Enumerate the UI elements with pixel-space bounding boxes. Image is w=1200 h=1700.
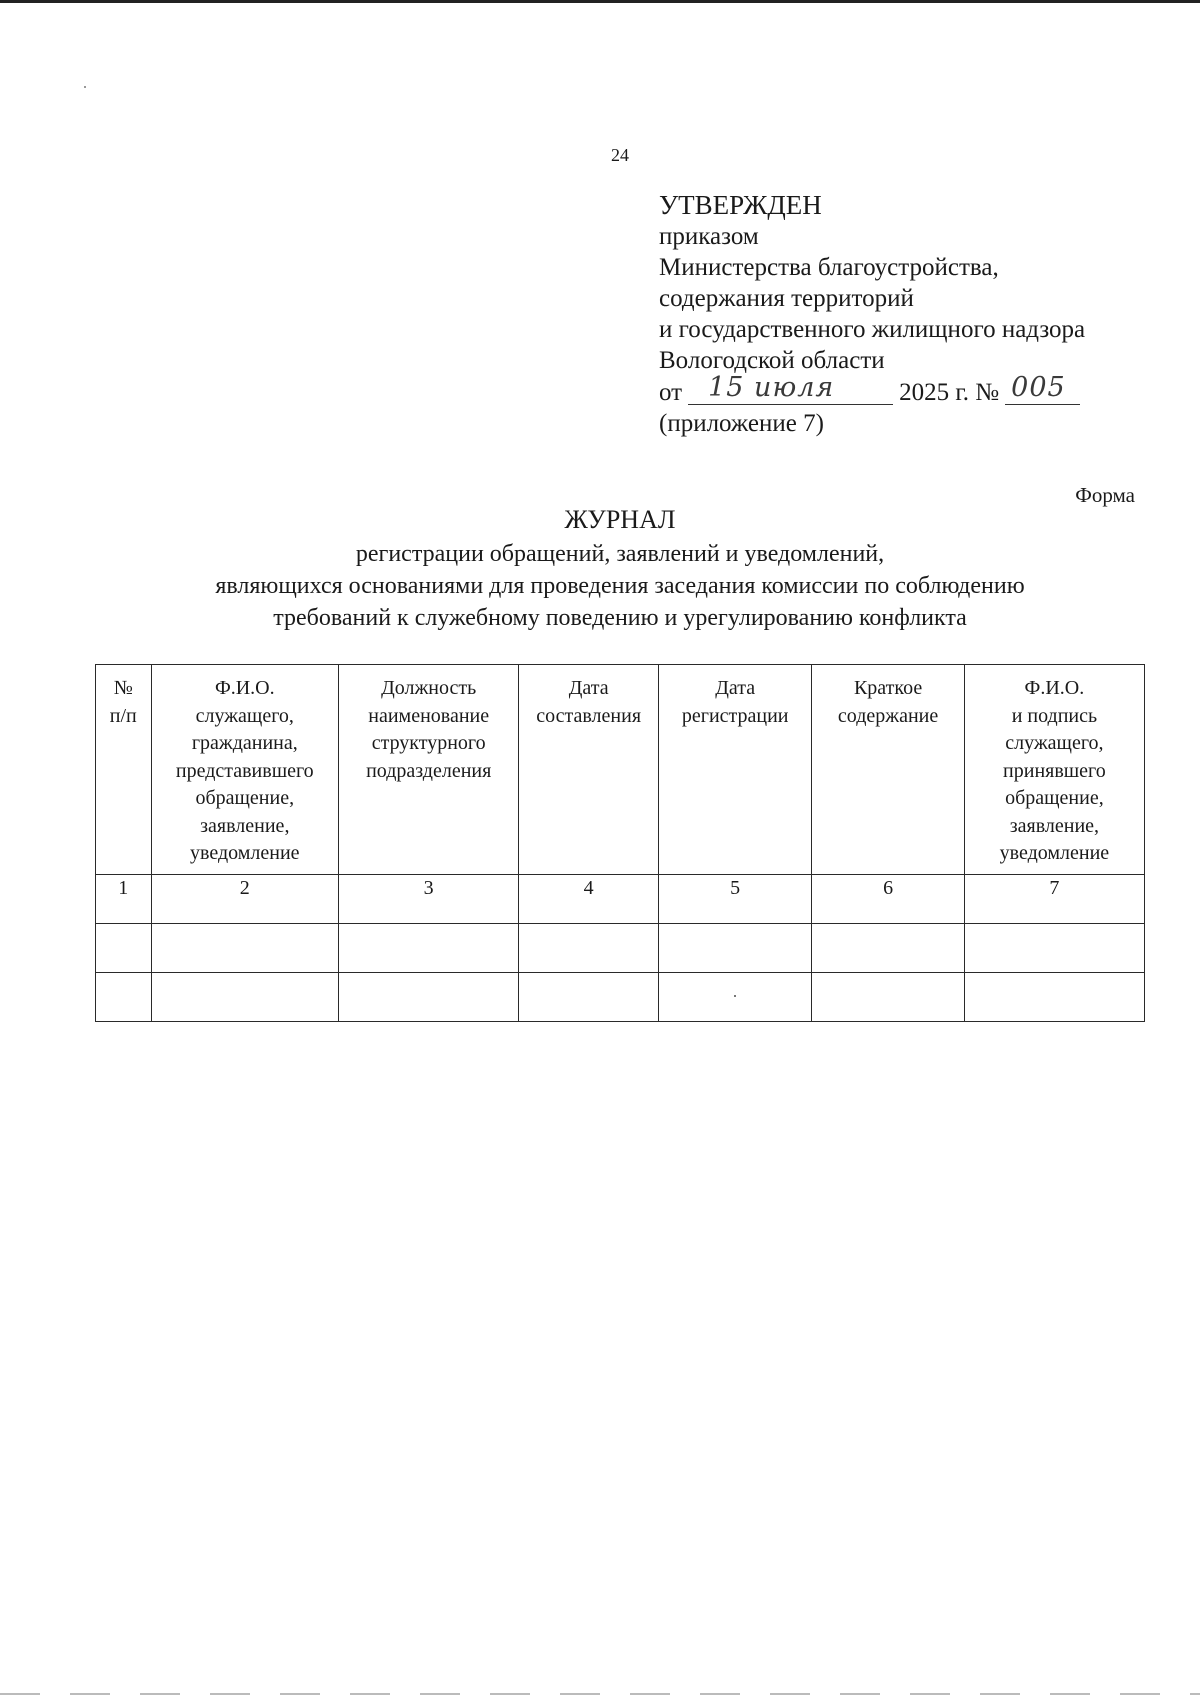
- empty-cell: [339, 924, 519, 973]
- approval-line: и государственного жилищного надзора: [659, 316, 1086, 343]
- column-number-cell: 7: [964, 875, 1144, 924]
- page-bottom-edge: [0, 1693, 1200, 1695]
- empty-cell: [151, 973, 338, 1022]
- empty-cell: [658, 973, 811, 1022]
- header-text-line: заявление,: [1009, 814, 1100, 837]
- header-text-line: подразделения: [366, 759, 492, 782]
- document-title: ЖУРНАЛ: [564, 505, 676, 534]
- header-text-line: принявшего: [1003, 759, 1106, 782]
- header-text-line: служащего,: [195, 704, 294, 727]
- form-label: Форма: [1075, 483, 1135, 507]
- scan-speck: [84, 86, 86, 88]
- document-subtitle-line: регистрации обращений, заявлений и уведомлений,: [355, 541, 885, 567]
- handwritten-date: 15 июля: [708, 372, 835, 403]
- header-text-line: Должность: [381, 677, 477, 699]
- header-text-line: уведомление: [999, 842, 1110, 864]
- header-text-line: наименование: [368, 704, 490, 727]
- header-cell-summary: [812, 665, 964, 875]
- date-blank: [688, 372, 893, 405]
- scan-speck: [734, 995, 736, 997]
- column-number-cell: 5: [658, 875, 811, 924]
- table-header-row: [96, 665, 1145, 875]
- approval-line: Вологодской области: [659, 347, 885, 374]
- approval-line: Министерства благоустройства,: [659, 254, 999, 281]
- column-number-cell: 1: [96, 875, 152, 924]
- date-prefix: от: [659, 379, 683, 406]
- header-cell-number: [96, 665, 152, 875]
- empty-cell: [96, 973, 152, 1022]
- approval-appendix: (приложение 7): [659, 410, 824, 437]
- empty-cell: [151, 924, 338, 973]
- page-number: 24: [611, 145, 629, 165]
- header-text-line: уведомление: [190, 842, 300, 864]
- header-cell-receiver: [964, 665, 1144, 875]
- empty-cell: [812, 924, 964, 973]
- empty-cell: [96, 924, 152, 973]
- number-blank: [1005, 372, 1080, 405]
- approval-block: [659, 190, 1086, 439]
- approval-line: приказом: [659, 223, 759, 250]
- column-number-cell: 4: [519, 875, 659, 924]
- journal-table: [95, 664, 1145, 1022]
- header-text-line: №: [113, 677, 133, 699]
- empty-cell: [964, 924, 1144, 973]
- header-text-line: представившего: [175, 759, 314, 782]
- column-number-row: [96, 875, 1145, 924]
- empty-cell: [519, 924, 659, 973]
- header-text-line: гражданина,: [191, 732, 298, 754]
- document-subtitle-line: являющихся основаниями для проведения заседания комиссии по соблюдению: [215, 573, 1025, 599]
- handwritten-number: 005: [1011, 372, 1066, 403]
- header-cell-position: [339, 665, 519, 875]
- empty-cell: [339, 973, 519, 1022]
- empty-cell: [519, 973, 659, 1022]
- page-top-edge: [0, 0, 1200, 3]
- header-text-line: служащего,: [1005, 732, 1104, 754]
- header-text-line: п/п: [109, 704, 137, 727]
- document-subtitle-line: требований к служебному поведению и урегулированию конфликта: [273, 605, 967, 631]
- header-cell-registration-date: [658, 665, 811, 875]
- header-text-line: Ф.И.О.: [214, 677, 275, 699]
- table-row: [96, 924, 1145, 973]
- table-row: [96, 973, 1145, 1022]
- header-text-line: Дата: [568, 677, 609, 699]
- header-text-line: регистрации: [681, 704, 789, 727]
- empty-cell: [658, 924, 811, 973]
- header-cell-compiled-date: [519, 665, 659, 875]
- empty-cell: [812, 973, 964, 1022]
- header-text-line: заявление,: [200, 814, 290, 837]
- empty-cell: [964, 973, 1144, 1022]
- year-text: 2025 г. №: [899, 379, 1000, 406]
- header-text-line: Дата: [715, 677, 756, 699]
- header-text-line: структурного: [371, 732, 486, 754]
- approval-date-line: [659, 372, 1086, 408]
- header-text-line: содержание: [837, 704, 939, 727]
- header-text-line: Краткое: [853, 677, 923, 699]
- header-text-line: и подпись: [1011, 704, 1098, 727]
- approval-title: УТВЕРЖДЕН: [659, 190, 822, 220]
- header-text-line: Ф.И.О.: [1024, 677, 1085, 699]
- column-number-cell: 6: [812, 875, 964, 924]
- column-number-cell: 2: [151, 875, 338, 924]
- approval-line: содержания территорий: [659, 285, 914, 312]
- header-text-line: обращение,: [195, 787, 295, 809]
- header-text-line: составления: [536, 704, 642, 727]
- header-text-line: обращение,: [1005, 787, 1104, 809]
- header-cell-submitter: [151, 665, 338, 875]
- column-number-cell: 3: [339, 875, 519, 924]
